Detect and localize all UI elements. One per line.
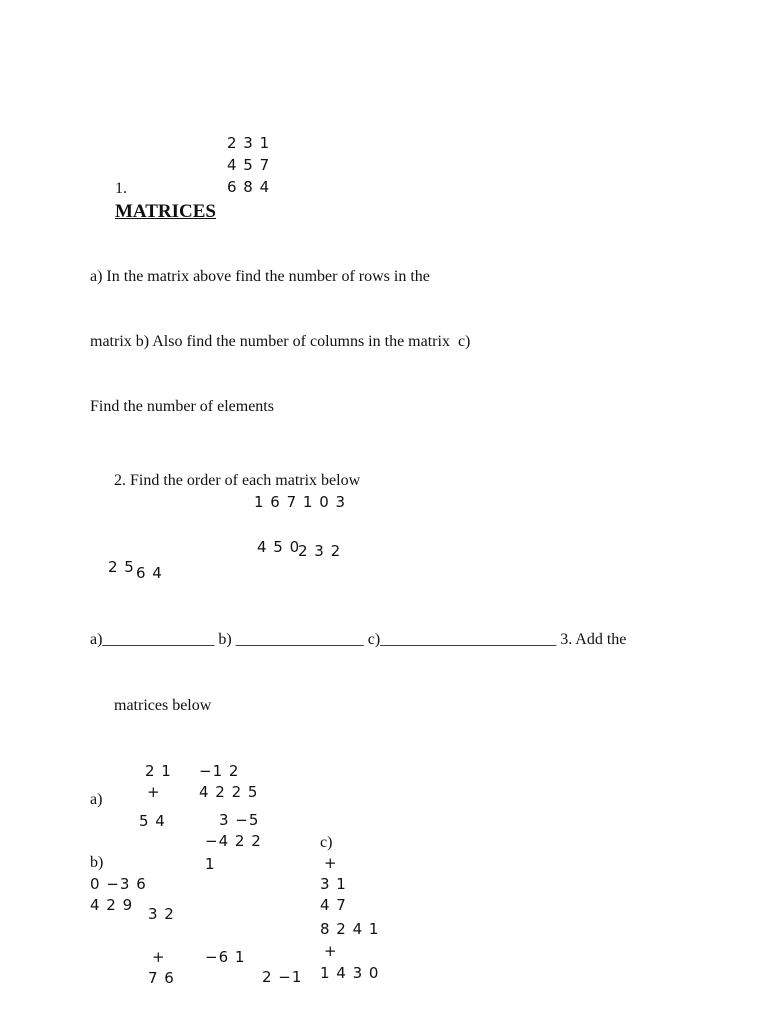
q3a-label: a) <box>90 791 103 808</box>
q3b-row-h: 7 6 <box>148 969 175 987</box>
q3a-m2-row-1: −1 2 <box>199 762 240 780</box>
q1-matrix-row-1: 2 3 1 <box>227 134 271 152</box>
q1-number: 1. <box>115 180 127 197</box>
page-title: MATRICES <box>115 201 216 222</box>
q3b-row-i: 2 −1 <box>262 968 303 986</box>
q3b-row-f: 3 2 <box>148 905 175 923</box>
q3a-plus: + <box>147 783 161 801</box>
q3a-m1-row-1: 2 1 <box>145 762 172 780</box>
q3b-plus: + <box>152 948 166 966</box>
q2-answer-line: a)______________ b) ________________ c)______________________ 3. Add the <box>90 631 627 648</box>
q3b-row-e: 4 2 9 <box>90 896 134 914</box>
q1-matrix-row-3: 6 8 4 <box>227 178 271 196</box>
q3b-row-c: 1 <box>205 855 216 873</box>
q3b-row-g: −6 1 <box>205 948 246 966</box>
q2-matrix-mid-a: 4 5 0 <box>257 538 301 556</box>
q2-matrix-mid-b: 2 3 2 <box>298 542 342 560</box>
q3a-m2-row-2: 4 2 2 5 <box>199 783 259 801</box>
q1-line-3: Find the number of elements <box>90 398 274 415</box>
q2-prompt: 2. Find the order of each matrix below <box>114 472 361 489</box>
q3b-row-a: 3 −5 <box>219 811 260 829</box>
q2-matrix-top-row: 1 6 7 1 0 3 <box>254 493 347 511</box>
q1-line-1: a) In the matrix above find the number of rows in the <box>90 268 430 285</box>
q2-matrix-left-a: 2 5 <box>108 558 135 576</box>
q3-prompt-continuation: matrices below <box>114 697 212 714</box>
q2-matrix-left-b: 6 4 <box>136 564 163 582</box>
q3b-row-b: −4 2 2 <box>205 832 262 850</box>
q3c-plus-2: + <box>324 942 338 960</box>
q3c-row-4: 1 4 3 0 <box>320 964 380 982</box>
q3c-row-1: 3 1 <box>320 875 347 893</box>
q3c-label: c) <box>320 834 333 851</box>
q3c-row-3: 8 2 4 1 <box>320 920 380 938</box>
q3a-m1-row-2: 5 4 <box>139 812 166 830</box>
q1-matrix-row-2: 4 5 7 <box>227 156 271 174</box>
q3b-label: b) <box>90 854 104 871</box>
q1-line-2: matrix b) Also find the number of columns in the matrix c) <box>90 333 471 350</box>
q3b-row-d: 0 −3 6 <box>90 875 147 893</box>
q3c-row-2: 4 7 <box>320 896 347 914</box>
q3c-plus-1: + <box>324 854 338 872</box>
